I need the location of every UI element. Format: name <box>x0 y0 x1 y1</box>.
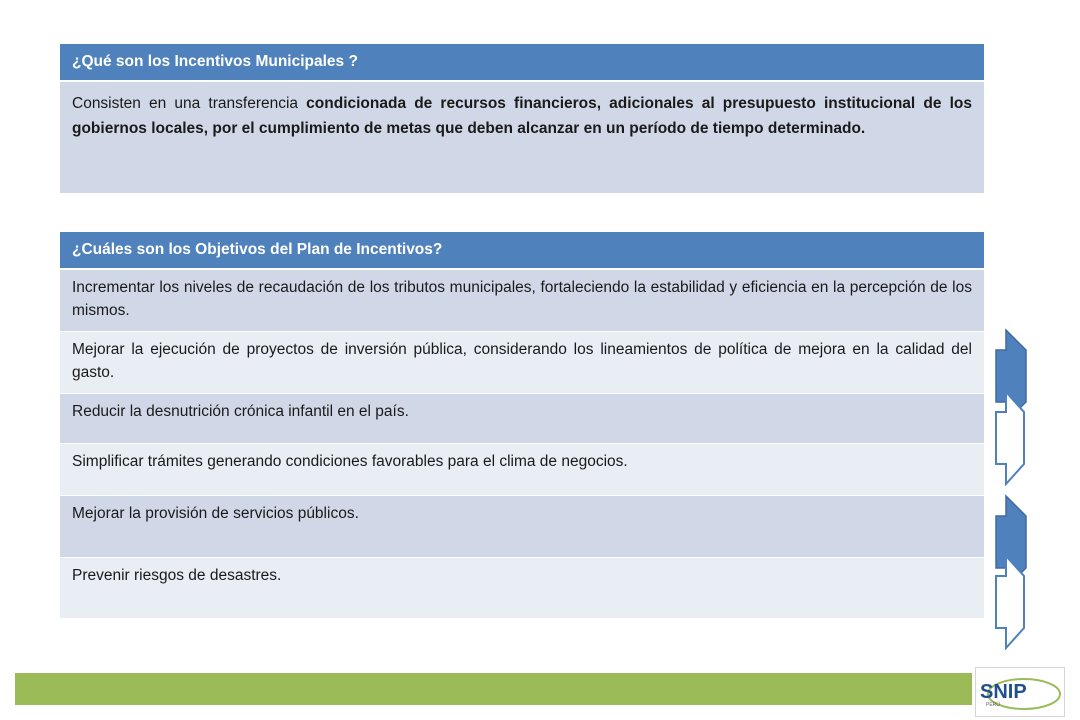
definition-table <box>60 44 984 194</box>
footer-bar <box>15 673 972 705</box>
objectives-header-text: ¿Cuáles son los Objetivos del Plan de Incentivos? <box>72 241 443 258</box>
objective-text: Incrementar los niveles de recaudación de los tributos municipales, fortaleciendo la estabilidad y eficiencia en la percepción de los mismos. <box>72 279 972 319</box>
definition-body-normal: Consisten en una transferencia <box>72 95 307 112</box>
left-arrow-outline-icon <box>994 554 1028 650</box>
objective-row <box>60 270 984 332</box>
logo-subtext: PERÚ <box>986 702 1000 708</box>
objective-row <box>60 444 984 496</box>
objective-text: Reducir la desnutrición crónica infantil en el país. <box>72 403 409 420</box>
definition-body-bold: condicionada de recursos financieros, adicionales al presupuesto institucional de los gobiernos locales, por el cumplimiento de metas que deben alcanzar en un período de tiempo determinado. <box>72 95 972 137</box>
objective-text: Prevenir riesgos de desastres. <box>72 567 282 584</box>
left-arrow-outline-icon <box>994 390 1028 486</box>
objective-text: Mejorar la provisión de servicios públicos. <box>72 505 359 522</box>
objective-text: Simplificar trámites generando condiciones favorables para el clima de negocios. <box>72 453 628 470</box>
objective-row <box>60 558 984 619</box>
objectives-header <box>60 232 984 270</box>
definition-header-text: ¿Qué son los Incentivos Municipales ? <box>72 53 358 70</box>
objective-row <box>60 332 984 394</box>
objective-row <box>60 496 984 558</box>
snip-logo <box>975 667 1065 717</box>
objective-text: Mejorar la ejecución de proyectos de inversión pública, considerando los lineamientos de política de mejora en la calidad del gasto. <box>72 341 972 381</box>
objectives-table <box>60 232 984 619</box>
logo-text: SNIP <box>980 681 1027 703</box>
definition-body <box>60 82 984 194</box>
objective-row <box>60 394 984 444</box>
definition-header <box>60 44 984 82</box>
